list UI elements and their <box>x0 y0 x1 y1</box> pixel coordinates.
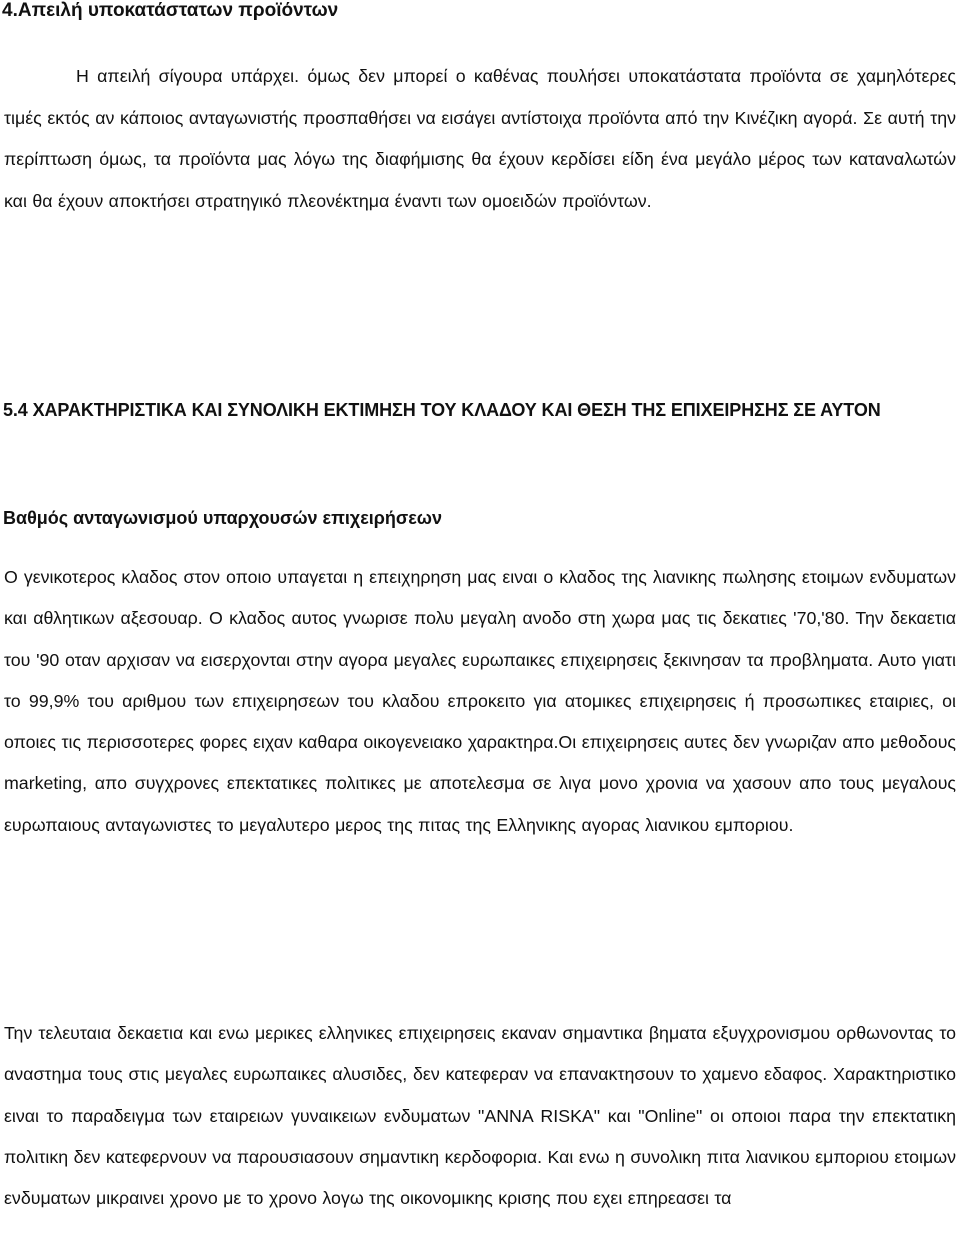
section-title: 4.Απειλή υποκατάστατων προϊόντων <box>2 0 339 21</box>
paragraph-substitutes: Η απειλή σίγουρα υπάρχει. όμως δεν μπορεί ο καθένας πουλήσει υποκατάστατα προϊόντα σε χαμηλότερες τιμές εκτός αν κάποιος ανταγωνιστής προσπαθήσει να εισάγει αντίστοιχα προϊόντα από την Κινέζικη αγορά. Σε αυτή την περίπτωση όμως, τα προϊόντα μας λόγω της διαφήμισης θα έχουν κερδίσει είδη ένα μεγάλο μέρος των καταναλωτών και θα έχουν αποκτήσει στρατηγικό πλεονέκτημα έναντι των ομοειδών προϊόντων. <box>4 66 956 211</box>
sub-heading: Βαθμός ανταγωνισμού υπαρχουσών επιχειρήσεων <box>3 508 442 528</box>
paragraph-last-decade: Την τελευταια δεκαετια και ενω μερικες ελληνικες επιχειρησεις εκαναν σημαντικα βηματα εξυγχρονισμου ορθωνοντας το αναστημα τους στις μεγαλες ευρωπαικες αλυσιδες, δεν κατεφεραν να επανακτησουν το χαμενο εδαφος. Χαρακτηριστικο ειναι το παραδειγμα των εταιρειων γυναικειων ενδυματων "ANNA RISKA" και "Online" οι οποιοι παρα την επεκτατικη πολιτικη δεν κατεφερνουν να παρουσιασουν σημαντικη κερδοφορια. Και ενω η συνολικη πιτα λιανικου εμποριου ετοιμων ενδυματων μικραινει χρονο με το χρονο λογω της οικονομικης κρισης που εχει επηρεασει τα <box>4 1023 956 1209</box>
paragraph-competition: Ο γενικοτερος κλαδος στον οποιο υπαγεται η επειχηρηση μας ειναι ο κλαδος της λιανικης πωλησης ετοιμων ενδυματων και αθλητικων αξεσουαρ. Ο κλαδος αυτος γνωρισε πολυ μεγαλη ανοδο στη χωρα μας τις δεκατιες '70,'80. Την δεκαετια του '90 οταν αρχισαν να εισερχονται στην αγορα μεγαλες ευρωπαικες επιχειρησεις ξεκινησαν τα προβληματα. Αυτο γιατι το 99,9% του αριθμου των επιχειρησεων του κλαδου επροκειτο για ατομικες επιχειρησεις ή προσωπικες εταιριες, οι οποιες τις περισσοτερες φορες ειχαν καθαρα οικογενειακο χαρακτηρα.Οι επιχειρησεις αυτες δεν γνωριζαν απο μεθοδους marketing, απο συγχρονες επεκτατικες πολιτικες με αποτελεσμα σε λιγα μονο χρονια να χασουν απο τους μεγαλους ευρωπαιους ανταγωνιστες το μεγαλυτερο μερος της πιτας της Ελληνικης αγορας λιανικου εμποριου. <box>4 567 956 835</box>
main-heading: 5.4 ΧΑΡΑΚΤΗΡΙΣΤΙΚΑ ΚΑΙ ΣΥΝΟΛΙΚΗ ΕΚΤΙΜΗΣΗ ΤΟΥ ΚΛΑΔΟΥ ΚΑΙ ΘΕΣΗ ΤΗΣ ΕΠΙΧΕΙΡΗΣΗΣ ΣΕ ΑΥΤΟΝ <box>3 400 881 420</box>
